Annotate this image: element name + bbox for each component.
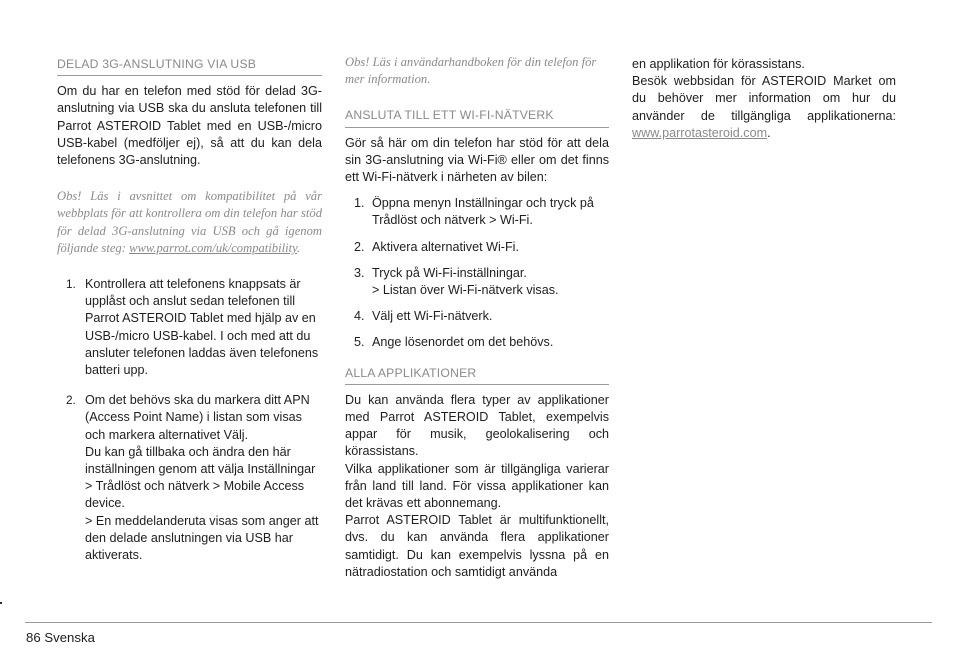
compatibility-note: Obs! Läs i avsnittet om kompatibilitet på vår webbplats för att kontrollera om din telefon har stöd för delad 3G-anslutning via USB och gå igenom följande steg: www.parrot.com/uk/compatibility.: [57, 189, 322, 255]
apps-paragraph-3: Parrot ASTEROID Tablet är multifunktionellt, dvs. du kan använda flera applikationer samtidigt. Du kan exempelvis lyssna på en nätradiostation och samtidigt använda: [345, 513, 609, 579]
list-item: 3. Tryck på Wi-Fi-inställningar. > Listan över Wi-Fi-nätverk visas.: [354, 265, 559, 298]
usb-intro-paragraph: Om du har en telefon med stöd för delad 3G-anslutning via USB ska du ansluta telefonen till Parrot ASTEROID Tablet med en USB-/micro USB-kabel (medföljer ej), så att du kan dela telefonens 3G-anslutning.: [57, 84, 322, 168]
col3-paragraph-2: Besök webbsidan för ASTEROID Market om du behöver mer information om hur du använder de tillgängliga applikationerna: www.parrotasteroid.com.: [632, 74, 896, 140]
page-number: 86 Svenska: [26, 630, 95, 645]
column-2: [345, 54, 609, 581]
usb-steps-list: [57, 276, 322, 564]
apps-paragraph-2: Vilka applikationer som är tillgängliga varierar från land till land. För vissa applikationer kan det krävas ett abonnemang.: [345, 461, 609, 511]
section-heading-wifi: ANSLUTA TILL ETT WI-FI-NÄTVERK: [345, 107, 609, 127]
crop-mark: [0, 602, 2, 604]
asteroid-market-link[interactable]: www.parrotasteroid.com: [632, 125, 768, 140]
section-heading-apps: ALLA APPLIKATIONER: [345, 365, 609, 385]
wifi-intro-paragraph: Gör så här om din telefon har stöd för att dela sin 3G-anslutning via Wi-Fi® eller om det finns ett Wi-Fi-nätverk i närheten av bilen:: [345, 135, 609, 185]
col3-paragraph-1: en applikation för körassistans.: [632, 57, 805, 71]
section-heading-usb: DELAD 3G-ANSLUTNING VIA USB: [57, 56, 322, 76]
column-3: [632, 54, 896, 142]
list-item: 2. Om det behövs ska du markera ditt APN (Access Point Name) i listan som visas och markera alternativet Välj. Du kan gå tillbaka och ändra den här inställningen genom att välja Inställningar > Trådlöst och nätverk > Mobile Access device. > En meddelanderuta visas som anger att den delade anslutningen via USB har aktiverats.: [66, 393, 319, 563]
list-item: 1. Öppna menyn Inställningar och tryck på Trådlöst och nätverk > Wi-Fi.: [354, 196, 594, 228]
apps-paragraph-1: Du kan använda flera typer av applikationer med Parrot ASTEROID Tablet, exempelvis appar för musik, geolokalisering och körassistans.: [345, 392, 609, 459]
list-item: 5. Ange lösenordet om det behövs.: [354, 335, 554, 350]
list-item: 1. Kontrollera att telefonens knappsats är upplåst och anslut sedan telefonen till Parrot ASTEROID Tablet med hjälp av en USB-/micro USB-kabel. I och med att du ansluter telefonen laddas även telefonens batteri upp.: [66, 277, 319, 378]
column-1: [57, 54, 322, 564]
compatibility-link[interactable]: www.parrot.com/uk/compatibility: [129, 240, 297, 255]
phone-manual-note: Obs! Läs i användarhandboken för din telefon för mer information.: [345, 55, 597, 87]
wifi-steps-list: [345, 195, 609, 351]
footer-divider: [25, 622, 932, 623]
list-item: 2. Aktivera alternativet Wi-Fi.: [354, 239, 519, 254]
list-item: 4. Välj ett Wi-Fi-nätverk.: [354, 309, 493, 324]
